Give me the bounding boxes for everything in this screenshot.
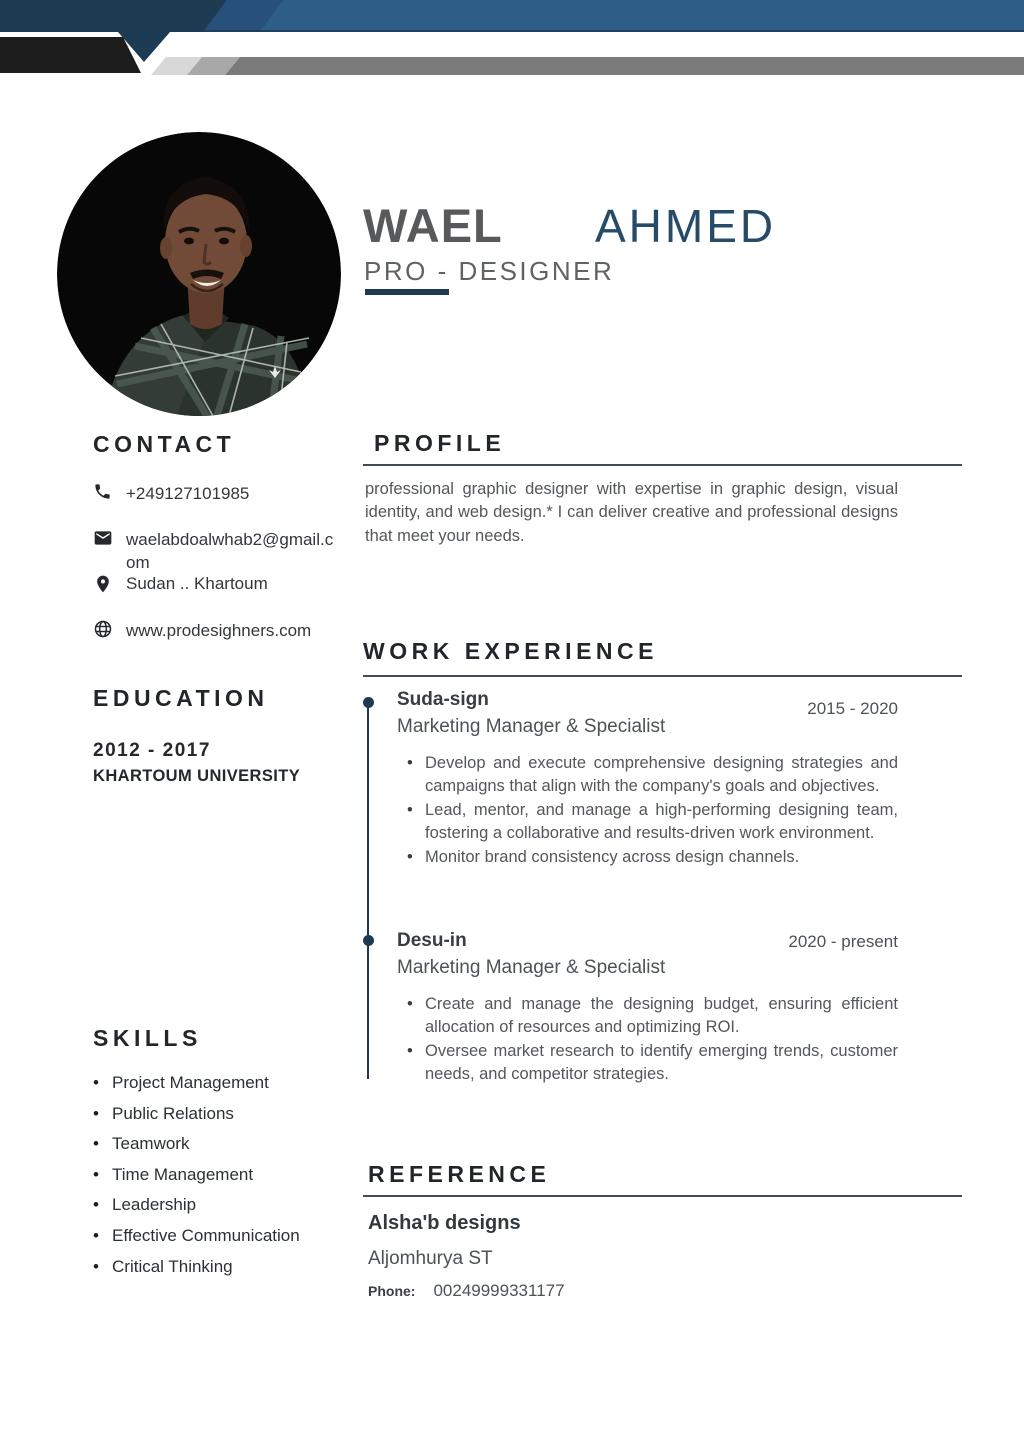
phone-icon [93,482,113,504]
reference-name: Alsha'b designs [368,1212,521,1234]
contact-email-value: waelabdoalwhab2@gmail.com [126,530,334,572]
job-company: Desu-in [397,930,467,951]
timeline-dot [363,935,374,946]
location-icon [93,572,113,594]
profile-photo [57,132,341,416]
skills-list [93,1068,300,1282]
globe-icon [93,619,113,641]
skill-item: • Critical Thinking [93,1252,300,1283]
title-underline [365,289,449,295]
first-name: WAEL [363,199,503,252]
bullet-item: • Create and manage the designing budget, ensuring efficient allocation of resources and optimizing ROI. [399,993,898,1040]
contact-location-value: Sudan .. Khartoum [126,574,268,593]
education-school: KHARTOUM UNIVERSITY [93,767,301,785]
email-icon [93,528,113,550]
job-dates: 2015 - 2020 [807,699,898,718]
header-black-shape [0,37,141,73]
skill-item: • Leadership [93,1190,300,1221]
timeline-dot [363,697,374,708]
education-period: 2012 - 2017 [93,740,211,761]
work-experience-rule [363,675,962,677]
bullet-item: • Oversee market research to identify emerging trends, customer needs, and competitor strategies. [399,1040,898,1087]
reference-rule [363,1195,962,1197]
gray-bar-segment-dark [150,57,1024,75]
reference-heading: REFERENCE [368,1161,551,1187]
profile-text: professional graphic designer with expertise in graphic design, visual identity, and web design.* I can deliver creative and professional designs that meet your needs. [365,480,898,545]
education-heading: EDUCATION [93,685,269,711]
bullet-item: • Monitor brand consistency across design channels. [399,846,898,869]
job-role: Marketing Manager & Specialist [397,716,666,737]
profile-rule [363,464,962,466]
job-company: Suda-sign [397,689,489,710]
job-role: Marketing Manager & Specialist [397,957,666,978]
header-gray-bar [150,57,1024,75]
skill-item: • Time Management [93,1160,300,1191]
skill-item: • Project Management [93,1068,300,1099]
job-dates: 2020 - present [788,932,898,951]
job-title: PRO - DESIGNER [364,256,615,286]
work-experience-heading: WORK EXPERIENCE [363,638,658,664]
skills-heading: SKILLS [93,1025,202,1051]
portrait-illustration [57,132,341,416]
contact-website-value: www.prodesighners.com [126,621,312,640]
job-bullet-list [399,752,898,869]
contact-phone-value: +249127101985 [126,484,250,503]
last-name: AHMED [595,200,777,252]
skill-item: • Effective Communication [93,1221,300,1252]
header-decoration [0,0,1024,32]
reference-address: Aljomhurya ST [368,1248,493,1269]
skill-item: • Public Relations [93,1099,300,1130]
skill-item: • Teamwork [93,1129,300,1160]
timeline-line [367,702,369,1079]
profile-heading: PROFILE [374,430,506,456]
reference-phone-value: 00249999331177 [433,1281,565,1300]
bullet-item: • Lead, mentor, and manage a high-performing designing team, fostering a collaborative and results-driven work environment. [399,799,898,846]
reference-phone-row [368,1281,565,1301]
header-band-edge [0,30,1024,32]
job-bullet-list [399,993,898,1087]
reference-phone-label: Phone: [368,1283,416,1299]
bullet-item: • Develop and execute comprehensive designing strategies and campaigns that align with the company's goals and objectives. [399,752,898,799]
contact-heading: CONTACT [93,431,236,457]
